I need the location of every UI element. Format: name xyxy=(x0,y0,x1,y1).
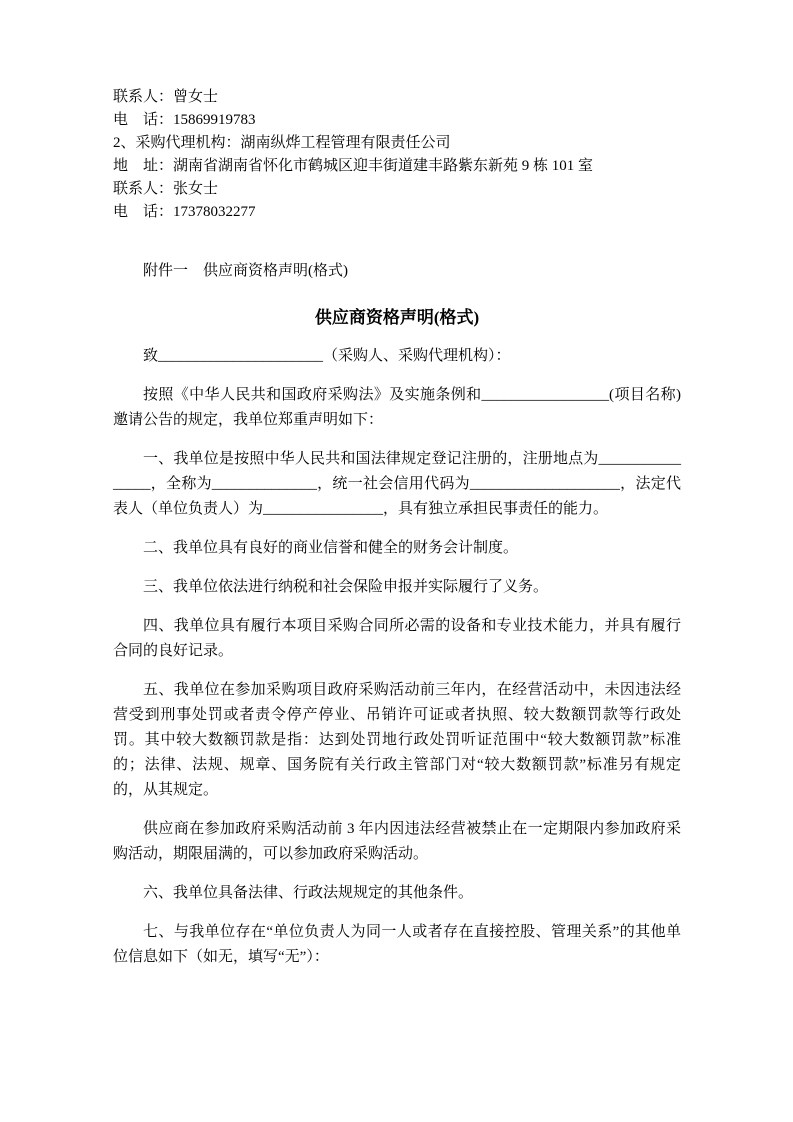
contact-person-line: 联系人：曾女士 xyxy=(113,89,219,105)
paragraph-item-3: 三、我单位依法进行纳税和社会保险申报并实际履行了义务。 xyxy=(143,579,549,595)
salutation-line: 致______________________（采购人、采购代理机构）： xyxy=(143,348,511,364)
paragraph-item-2: 二、我单位具有良好的商业信誉和健全的财务会计制度。 xyxy=(143,540,519,556)
paragraph-item-6: 六、我单位具备法律、行政法规规定的其他条件。 xyxy=(143,885,474,901)
paragraph-preamble: 按照《中华人民共和国政府采购法》及实施条例和_________________(项目名称)邀请公告的规定，我单位郑重声明如下： xyxy=(113,387,681,428)
paragraph-item-7: 七、与我单位存在“单位负责人为同一人或者存在直接控股、管理关系”的其他单位信息如下（如无，填写“无”）： xyxy=(113,924,681,965)
contact-info-block xyxy=(113,86,681,224)
phone-line: 电 话：17378032277 xyxy=(113,204,256,220)
paragraph-item-5-note: 供应商在参加政府采购活动前 3 年内因违法经营被禁止在一定期限内参加政府采购活动，期限届满的，可以参加政府采购活动。 xyxy=(113,821,681,862)
paragraph-item-5: 五、我单位在参加采购项目政府采购活动前三年内，在经营活动中，未因违法经营受到刑事处罚或者责令停产停业、吊销许可证或者执照、较大数额罚款等行政处罚。其中较大数额罚款是指：达到处罚地行政处罚听证范围中“较大数额罚款”标准的；法律、法规、规章、国务院有关行政主管部门对“较大数额罚款”标准另有规定的，从其规定。 xyxy=(113,682,681,798)
contact-person-line: 联系人：张女士 xyxy=(113,181,219,197)
document-title: 供应商资格声明(格式) xyxy=(314,308,480,327)
address-line: 地 址：湖南省湖南省怀化市鹤城区迎丰街道建丰路紫东新苑 9 栋 101 室 xyxy=(113,158,594,174)
paragraph-item-4: 四、我单位具有履行本项目采购合同所必需的设备和专业技术能力，并具有履行合同的良好记录。 xyxy=(113,618,681,659)
phone-line: 电 话：15869919783 xyxy=(113,112,256,128)
attachment-label: 附件一 供应商资格声明(格式) xyxy=(143,263,348,279)
procurement-agency-line: 2、采购代理机构：湖南纵烨工程管理有限责任公司 xyxy=(113,135,451,151)
paragraph-item-1: 一、我单位是按照中华人民共和国法律规定登记注册的，注册地点为________________，全称为______________，统一社会信用代码为____________________，法定代表人（单位负责人）为________________，具有独立承担民事责任的能力。 xyxy=(113,451,681,517)
